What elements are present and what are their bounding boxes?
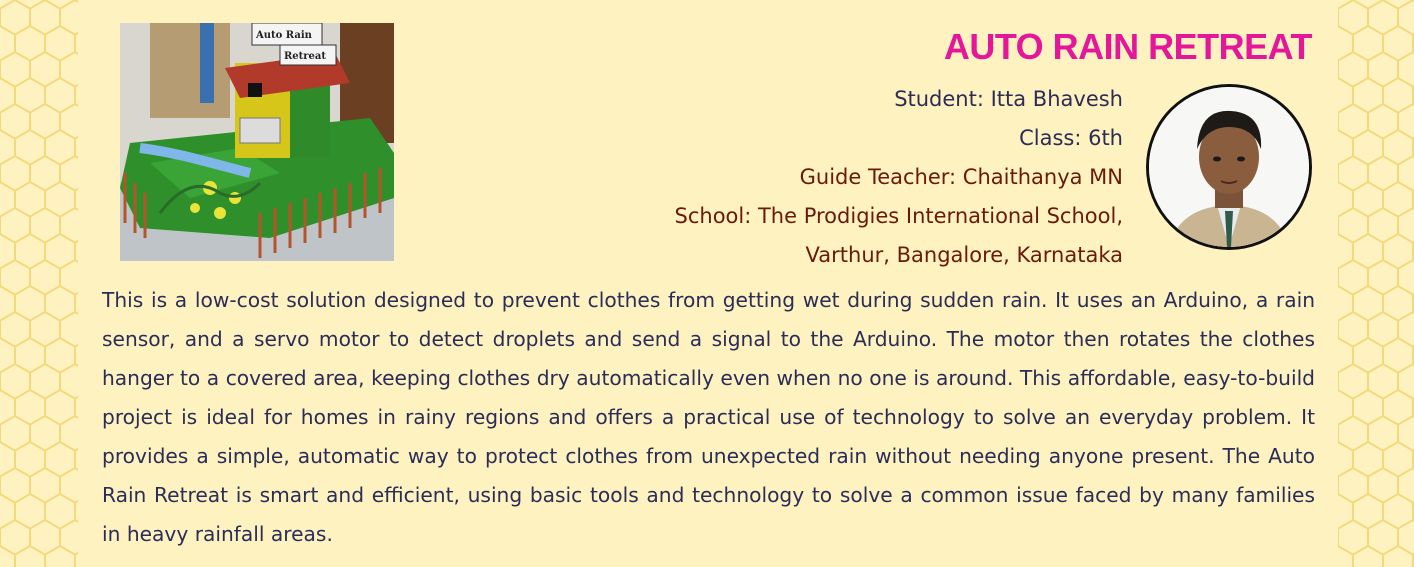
project-title: AUTO RAIN RETREAT [943,26,1312,67]
project-description: This is a low-cost solution designed to prevent clothes from getting wet during sudden rain. It uses an Arduino, a rain sensor, and a servo motor to detect droplets and send a signal to the Arduino. The motor then rotates the clothes hanger to a covered area, keeping clothes dry automatically even when no one is around. This affordable, easy-to-build project is ideal for homes in rainy regions and offers a practical use of technology to solve an everyday problem. It provides a simple, automatic way to protect clothes from unexpected rain without needing anyone present. The Auto Rain Retreat is smart and efficient, using basic tools and technology to solve a common issue faced by many families in heavy rainfall areas. [102,288,1315,546]
photo-sign-line1: Auto Rain [256,30,312,41]
student-name: Student: Itta Bhavesh [894,87,1123,111]
student-portrait-illustration [1149,87,1309,247]
student-class: Class: 6th [1019,126,1123,150]
project-model-illustration [120,23,394,261]
school-location: Varthur, Bangalore, Karnataka [805,243,1123,267]
photo-sign-line2: Retreat [284,51,327,62]
project-photo [120,23,394,261]
school-name: School: The Prodigies International School, [674,204,1123,228]
student-avatar [1146,84,1312,250]
hexagon-pattern-right [1338,0,1414,567]
hexagon-pattern-left [0,0,78,567]
guide-teacher: Guide Teacher: Chaithanya MN [799,165,1123,189]
